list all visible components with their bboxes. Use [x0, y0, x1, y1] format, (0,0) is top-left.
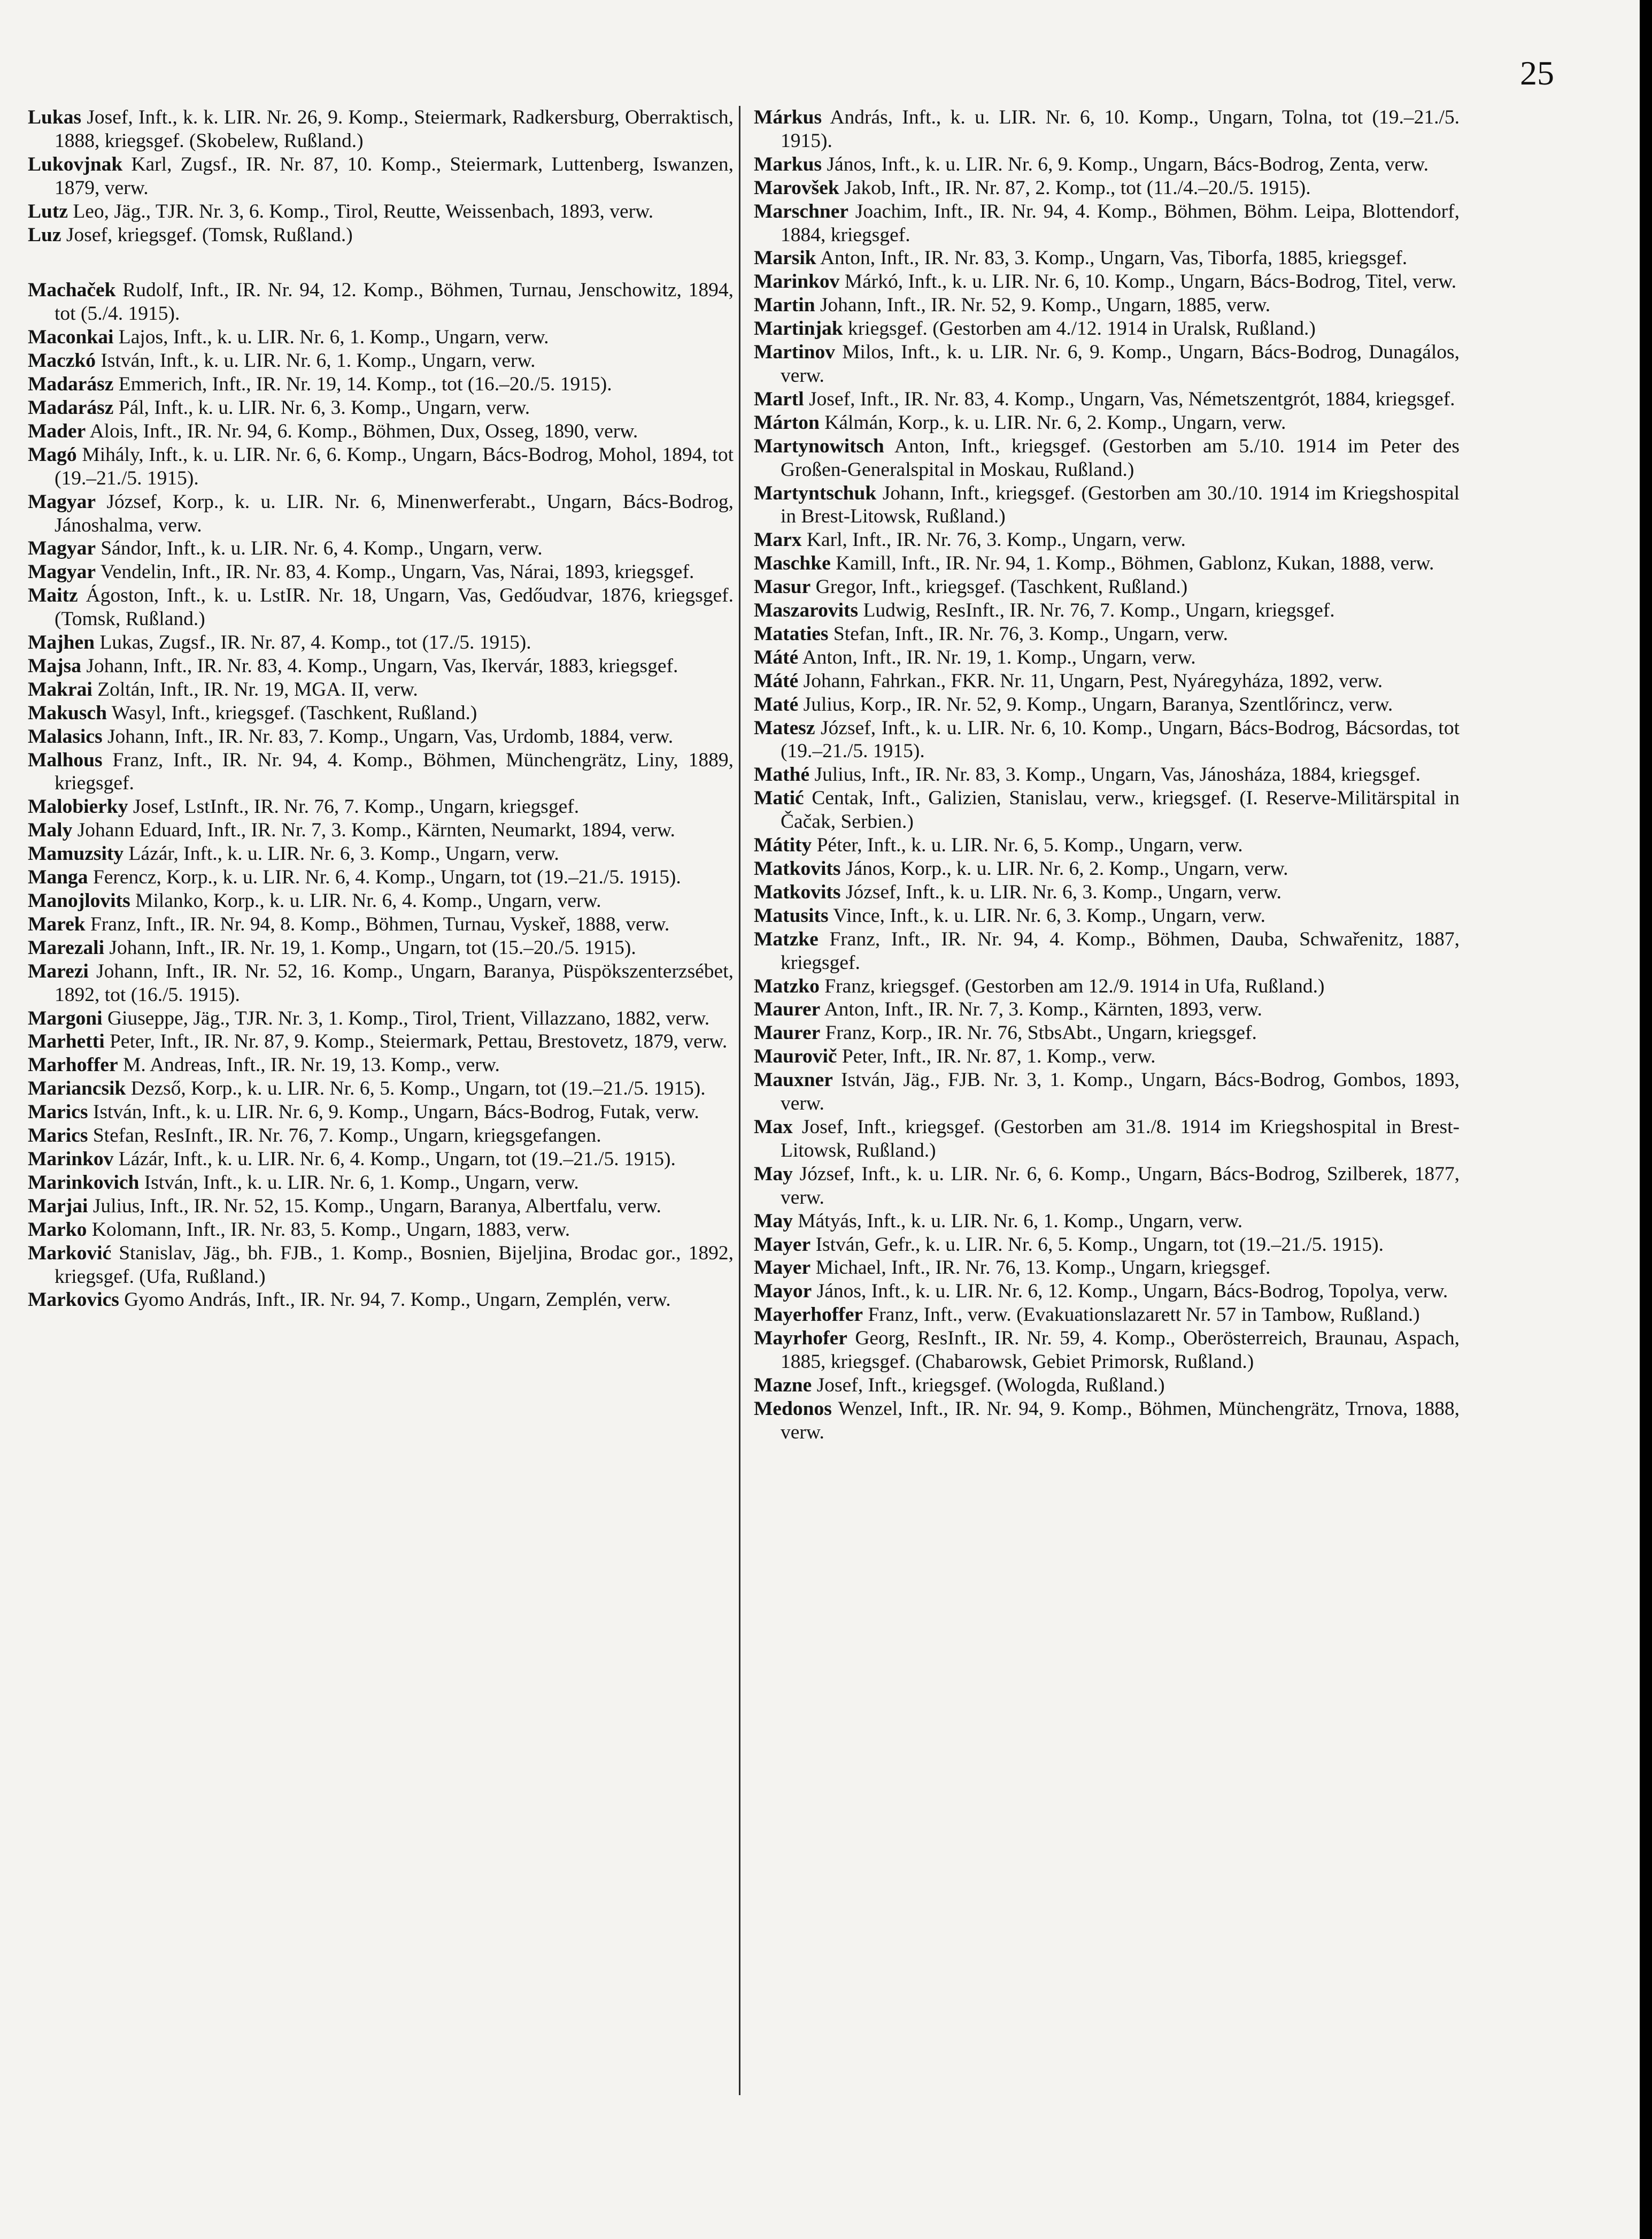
entry-surname: Marjai: [28, 1195, 88, 1217]
entry-details: Anton, Inft., IR. Nr. 19, 1. Komp., Ungarn, verw.: [798, 646, 1196, 668]
register-entry: [754, 1021, 1460, 1045]
entry-surname: Martynowitsch: [754, 435, 884, 457]
register-entry: [28, 279, 734, 326]
entry-surname: Matzko: [754, 975, 820, 997]
entry-details: Wenzel, Inft., IR. Nr. 94, 9. Komp., Böhmen, Münchengrätz, Trnova, 1888, verw.: [781, 1397, 1460, 1443]
register-entry: [754, 176, 1460, 200]
register-entry: [28, 795, 734, 819]
register-entry: [28, 560, 734, 584]
entry-details: Lajos, Inft., k. u. LIR. Nr. 6, 1. Komp., Ungarn, verw.: [113, 326, 549, 349]
register-entry: [28, 960, 734, 1007]
entry-details: Franz, Korp., IR. Nr. 76, StbsAbt., Ungarn, kriegsgef.: [820, 1022, 1257, 1044]
entry-surname: Márkus: [754, 106, 822, 128]
entry-details: István, Inft., k. u. LIR. Nr. 6, 9. Komp., Ungarn, Bács-Bodrog, Futak, verw.: [88, 1101, 699, 1124]
entry-details: Kolomann, Inft., IR. Nr. 83, 5. Komp., Ungarn, 1883, verw.: [87, 1218, 570, 1241]
register-entry: [754, 693, 1460, 717]
register-entry: [28, 349, 734, 373]
entry-surname: Maurovič: [754, 1045, 837, 1068]
entry-surname: Márton: [754, 411, 820, 434]
entry-surname: Majsa: [28, 655, 81, 677]
register-entry: [28, 1288, 734, 1312]
register-entry: [754, 881, 1460, 904]
entry-surname: Malhous: [28, 749, 103, 771]
register-entry: [754, 341, 1460, 388]
entry-details: Dezső, Korp., k. u. LIR. Nr. 6, 5. Komp., Ungarn, tot (19.–21./5. 1915).: [126, 1078, 706, 1100]
entry-surname: Marhoffer: [28, 1054, 118, 1076]
entry-surname: Marek: [28, 913, 86, 935]
entry-details: Lázár, Inft., k. u. LIR. Nr. 6, 4. Komp., Ungarn, tot (19.–21./5. 1915).: [113, 1148, 676, 1170]
entry-details: Karl, Inft., IR. Nr. 76, 3. Komp., Ungarn, verw.: [801, 529, 1186, 551]
entry-surname: Mayer: [754, 1257, 811, 1279]
register-entry: [754, 528, 1460, 552]
entry-details: Peter, Inft., IR. Nr. 87, 9. Komp., Steiermark, Pettau, Brestovetz, 1879, verw.: [104, 1030, 728, 1053]
entry-surname: Magyar: [28, 561, 96, 583]
entry-surname: Maurer: [754, 998, 821, 1021]
entry-surname: Mayor: [754, 1280, 812, 1303]
entry-details: József, Inft., k. u. LIR. Nr. 6, 6. Komp., Ungarn, Bács-Bodrog, Szilberek, 1877, verw.: [781, 1163, 1460, 1209]
entry-surname: Mathé: [754, 764, 810, 786]
entry-details: István, Jäg., FJB. Nr. 3, 1. Komp., Ungarn, Bács-Bodrog, Gombos, 1893, verw.: [781, 1069, 1460, 1115]
entry-surname: Marinkov: [28, 1148, 114, 1170]
entry-surname: Madarász: [28, 373, 114, 396]
left-column: [28, 106, 734, 1312]
entry-details: Márkó, Inft., k. u. LIR. Nr. 6, 10. Komp., Ungarn, Bács-Bodrog, Titel, verw.: [839, 271, 1457, 293]
register-entry: [28, 106, 734, 153]
register-entry: [28, 866, 734, 889]
entry-details: Johann, Inft., IR. Nr. 52, 9. Komp., Ungarn, 1885, verw.: [815, 294, 1271, 317]
letter-section-gap: [28, 247, 734, 279]
entry-surname: Malobierky: [28, 796, 128, 818]
entry-surname: Maconkai: [28, 326, 114, 349]
register-entry: [28, 584, 734, 631]
entry-surname: Magyar: [28, 490, 96, 513]
register-entry: [28, 396, 734, 420]
entry-details: József, Korp., k. u. LIR. Nr. 6, Minenwerferabt., Ungarn, Bács-Bodrog, Jánoshalma, verw.: [55, 490, 734, 536]
entry-details: Johann, Fahrkan., FKR. Nr. 11, Ungarn, Pest, Nyáregyháza, 1892, verw.: [798, 670, 1383, 692]
entry-details: Lukas, Zugsf., IR. Nr. 87, 4. Komp., tot (17./5. 1915).: [95, 632, 531, 654]
register-entry: [28, 1242, 734, 1289]
entry-surname: Makusch: [28, 702, 107, 724]
entry-surname: Magó: [28, 443, 77, 466]
entry-details: Gyomo András, Inft., IR. Nr. 94, 7. Komp., Ungarn, Zemplén, verw.: [119, 1289, 671, 1311]
entry-surname: Máté: [754, 646, 799, 668]
register-entry: [28, 1218, 734, 1242]
register-entry: [28, 443, 734, 490]
entry-surname: Martl: [754, 388, 804, 410]
entry-details: József, Inft., k. u. LIR. Nr. 6, 10. Komp., Ungarn, Bács-Bodrog, Bácsordas, tot (19.–21./5. 1915).: [781, 717, 1460, 763]
entry-details: Johann Eduard, Inft., IR. Nr. 7, 3. Komp., Kärnten, Neumarkt, 1894, verw.: [72, 819, 675, 842]
entry-surname: Marics: [28, 1125, 88, 1147]
entry-surname: Mamuzsity: [28, 843, 124, 865]
entry-surname: Marinkovich: [28, 1171, 140, 1194]
entry-details: Franz, Inft., IR. Nr. 94, 4. Komp., Böhmen, Dauba, Schwařenitz, 1887, kriegsgef.: [781, 928, 1460, 974]
entry-surname: Makrai: [28, 678, 92, 701]
entry-details: Peter, Inft., IR. Nr. 87, 1. Komp., verw.: [837, 1045, 1156, 1068]
entry-details: Ferencz, Korp., k. u. LIR. Nr. 6, 4. Komp., Ungarn, tot (19.–21./5. 1915).: [88, 866, 681, 889]
entry-details: Rudolf, Inft., IR. Nr. 94, 12. Komp., Böhmen, Turnau, Jenschowitz, 1894, tot (5./4. 1915).: [55, 279, 734, 325]
entry-surname: Masur: [754, 576, 811, 598]
entry-details: Giuseppe, Jäg., TJR. Nr. 3, 1. Komp., Tirol, Trient, Villazzano, 1882, verw.: [102, 1007, 710, 1029]
entry-surname: Martinov: [754, 341, 836, 364]
entry-surname: Marhetti: [28, 1030, 105, 1053]
entry-details: Emmerich, Inft., IR. Nr. 19, 14. Komp., tot (16.–20./5. 1915).: [113, 373, 612, 396]
entry-surname: Maczkó: [28, 350, 96, 372]
register-entry: [28, 1077, 734, 1101]
column-divider: [739, 106, 740, 2095]
register-entry: [754, 975, 1460, 998]
register-entry: [754, 435, 1460, 482]
register-entry: [754, 904, 1460, 928]
register-entry: [28, 200, 734, 224]
register-entry: [754, 1303, 1460, 1327]
register-entry: [754, 717, 1460, 764]
register-entry: [28, 1007, 734, 1030]
entry-details: Julius, Inft., IR. Nr. 83, 3. Komp., Ungarn, Vas, Jánosháza, 1884, kriegsgef.: [809, 764, 1421, 786]
entry-surname: Marschner: [754, 200, 849, 222]
register-entry: [28, 1171, 734, 1195]
entry-details: Julius, Inft., IR. Nr. 52, 15. Komp., Ungarn, Baranya, Albertfalu, verw.: [88, 1195, 661, 1217]
entry-details: Franz, Inft., verw. (Evakuationslazarett Nr. 57 in Tambow, Rußland.): [863, 1304, 1420, 1326]
entry-surname: Mayerhoffer: [754, 1304, 863, 1326]
entry-details: Milos, Inft., k. u. LIR. Nr. 6, 9. Komp., Ungarn, Bács-Bodrog, Dunagálos, verw.: [781, 341, 1460, 387]
entry-surname: Matić: [754, 787, 804, 810]
register-entry: [28, 1195, 734, 1218]
register-entry: [28, 490, 734, 537]
entry-surname: Marovšek: [754, 176, 839, 199]
entry-details: István, Inft., k. u. LIR. Nr. 6, 1. Komp., Ungarn, verw.: [96, 350, 536, 372]
entry-details: Josef, Inft., k. k. LIR. Nr. 26, 9. Komp., Steiermark, Radkersburg, Oberraktisch, 1888, kriegsgef. (Skobelew, Rußland.): [55, 106, 734, 152]
register-entry: [754, 787, 1460, 834]
entry-details: Kálmán, Korp., k. u. LIR. Nr. 6, 2. Komp., Ungarn, verw.: [819, 411, 1286, 434]
entry-surname: Marko: [28, 1218, 87, 1241]
entry-surname: Markovics: [28, 1289, 119, 1311]
entry-surname: Matkovits: [754, 881, 841, 903]
entry-surname: Mariancsik: [28, 1078, 126, 1100]
entry-details: Milanko, Korp., k. u. LIR. Nr. 6, 4. Komp., Ungarn, verw.: [130, 890, 601, 912]
entry-surname: Manga: [28, 866, 88, 889]
entry-details: Josef, LstInft., IR. Nr. 76, 7. Komp., Ungarn, kriegsgef.: [128, 796, 580, 818]
entry-surname: Malasics: [28, 725, 103, 748]
entry-details: Johann, Inft., IR. Nr. 83, 7. Komp., Ungarn, Vas, Urdomb, 1884, verw.: [102, 725, 674, 748]
entry-surname: Lukovjnak: [28, 153, 123, 175]
register-entry: [754, 928, 1460, 975]
register-entry: [754, 1280, 1460, 1303]
entry-surname: Mazne: [754, 1374, 812, 1396]
entry-details: Gregor, Inft., kriegsgef. (Taschkent, Rußland.): [810, 576, 1188, 598]
entry-surname: Madarász: [28, 396, 114, 419]
entry-details: Vince, Inft., k. u. LIR. Nr. 6, 3. Komp., Ungarn, verw.: [828, 904, 1265, 927]
entry-surname: Maly: [28, 819, 73, 842]
register-entry: [28, 373, 734, 396]
entry-surname: Matkovits: [754, 858, 841, 880]
register-entry: [28, 1148, 734, 1171]
entry-details: M. Andreas, Inft., IR. Nr. 19, 13. Komp., verw.: [118, 1054, 500, 1076]
entry-details: Franz, kriegsgef. (Gestorben am 12./9. 1914 in Ufa, Rußland.): [819, 975, 1325, 997]
register-entry: [28, 153, 734, 200]
register-entry: [754, 1115, 1460, 1163]
entry-surname: Lutz: [28, 200, 68, 222]
register-entry: [754, 1068, 1460, 1115]
entry-details: Mihály, Inft., k. u. LIR. Nr. 6, 6. Komp., Ungarn, Bács-Bodrog, Mohol, 1894, tot (19.–21./5. 1915).: [55, 443, 734, 489]
entry-details: Sándor, Inft., k. u. LIR. Nr. 6, 4. Komp., Ungarn, verw.: [96, 537, 543, 560]
entry-details: Stanislav, Jäg., bh. FJB., 1. Komp., Bosnien, Bijeljina, Brodac gor., 1892, kriegsgef. (Ufa, Rußland.): [55, 1242, 734, 1288]
entry-surname: Matusits: [754, 904, 829, 927]
entry-details: kriegsgef. (Gestorben am 4./12. 1914 in Uralsk, Rußland.): [843, 318, 1316, 340]
entry-details: Leo, Jäg., TJR. Nr. 3, 6. Komp., Tirol, Reutte, Weissenbach, 1893, verw.: [68, 200, 654, 222]
register-entry: [28, 655, 734, 678]
register-entry: [28, 1124, 734, 1148]
entry-surname: Maté: [754, 693, 799, 715]
entry-details: Franz, Inft., IR. Nr. 94, 8. Komp., Böhmen, Turnau, Vyskeř, 1888, verw.: [85, 913, 670, 935]
register-entry: [28, 1030, 734, 1053]
entry-surname: Majhen: [28, 632, 95, 654]
register-entry: [754, 1397, 1460, 1444]
entry-details: Johann, Inft., IR. Nr. 83, 4. Komp., Ungarn, Vas, Ikervár, 1883, kriegsgef.: [81, 655, 678, 677]
register-entry: [28, 1101, 734, 1124]
entry-details: János, Inft., k. u. LIR. Nr. 6, 9. Komp., Ungarn, Bács-Bodrog, Zenta, verw.: [822, 153, 1429, 175]
entry-surname: Mader: [28, 420, 86, 442]
register-entry: [28, 725, 734, 749]
entry-details: Anton, Inft., IR. Nr. 7, 3. Komp., Kärnten, 1893, verw.: [820, 998, 1262, 1021]
register-entry: [28, 631, 734, 655]
entry-surname: Maurer: [754, 1022, 821, 1044]
entry-surname: Manojlovits: [28, 890, 130, 912]
register-entry: [28, 537, 734, 560]
entry-details: Johann, Inft., IR. Nr. 52, 16. Komp., Ungarn, Baranya, Püspökszenterzsébet, 1892, tot (16./5. 1915).: [55, 960, 734, 1006]
entry-surname: Mayer: [754, 1233, 811, 1256]
register-entry: [28, 420, 734, 443]
entry-surname: Marković: [28, 1242, 112, 1264]
entry-details: Péter, Inft., k. u. LIR. Nr. 6, 5. Komp., Ungarn, verw.: [812, 834, 1243, 857]
register-entry: [754, 763, 1460, 787]
entry-surname: Marx: [754, 529, 802, 551]
entry-details: Joachim, Inft., IR. Nr. 94, 4. Komp., Böhmen, Böhm. Leipa, Blottendorf, 1884, kriegsgef.: [781, 200, 1460, 246]
register-entry: [754, 1210, 1460, 1233]
entry-surname: Magyar: [28, 537, 96, 560]
entry-surname: Mataties: [754, 622, 829, 645]
entry-details: Pál, Inft., k. u. LIR. Nr. 6, 3. Komp., Ungarn, verw.: [113, 396, 530, 419]
entry-surname: Marics: [28, 1101, 88, 1124]
entry-details: Karl, Zugsf., IR. Nr. 87, 10. Komp., Steiermark, Luttenberg, Iswanzen, 1879, verw.: [55, 153, 734, 199]
entry-details: Stefan, Inft., IR. Nr. 76, 3. Komp., Ungarn, verw.: [828, 622, 1228, 645]
entry-details: Anton, Inft., IR. Nr. 83, 3. Komp., Ungarn, Vas, Tiborfa, 1885, kriegsgef.: [816, 247, 1408, 270]
register-entry: [754, 411, 1460, 435]
entry-surname: May: [754, 1210, 793, 1232]
entry-details: Vendelin, Inft., IR. Nr. 83, 4. Komp., Ungarn, Vas, Nárai, 1893, kriegsgef.: [96, 561, 694, 583]
entry-details: József, Inft., k. u. LIR. Nr. 6, 3. Komp., Ungarn, verw.: [840, 881, 1282, 903]
register-entry: [754, 575, 1460, 599]
entry-details: Centak, Inft., Galizien, Stanislau, verw., kriegsgef. (I. Reserve-Militärspital in Čačak, Serbien.): [781, 787, 1460, 833]
entry-surname: Maszarovits: [754, 599, 859, 622]
entry-details: Ágoston, Inft., k. u. LstIR. Nr. 18, Ungarn, Vas, Gedőudvar, 1876, kriegsgef. (Tomsk, Rußland.): [55, 584, 734, 630]
register-entry: [28, 842, 734, 866]
entry-surname: Matesz: [754, 717, 815, 739]
register-entry: [754, 270, 1460, 294]
entry-surname: Martyntschuk: [754, 482, 877, 504]
entry-surname: Lukas: [28, 106, 82, 128]
entry-surname: Marezi: [28, 960, 89, 982]
entry-surname: Markus: [754, 153, 822, 175]
entry-details: Josef, Inft., kriegsgef. (Gestorben am 31./8. 1914 im Kriegshospital in Brest-Litowsk, Rußland.): [781, 1115, 1460, 1161]
register-entry: [754, 1374, 1460, 1397]
register-entry: [28, 678, 734, 702]
entry-surname: Maitz: [28, 584, 78, 607]
register-entry: [28, 889, 734, 913]
entry-details: Johann, Inft., IR. Nr. 19, 1. Komp., Ungarn, tot (15.–20./5. 1915).: [104, 936, 636, 959]
entry-surname: Margoni: [28, 1007, 103, 1029]
register-entry: [754, 1045, 1460, 1068]
register-entry: [754, 1233, 1460, 1257]
entry-details: Alois, Inft., IR. Nr. 94, 6. Komp., Böhmen, Dux, Osseg, 1890, verw.: [86, 420, 638, 442]
entry-surname: Martinjak: [754, 318, 843, 340]
entry-surname: Marsik: [754, 247, 816, 270]
entry-surname: Mayrhofer: [754, 1327, 847, 1350]
register-entry: [28, 702, 734, 725]
register-entry: [754, 153, 1460, 176]
entry-surname: May: [754, 1163, 793, 1185]
register-entry: [754, 1256, 1460, 1280]
entry-details: István, Inft., k. u. LIR. Nr. 6, 1. Komp., Ungarn, verw.: [139, 1171, 579, 1194]
entry-details: István, Gefr., k. u. LIR. Nr. 6, 5. Komp., Ungarn, tot (19.–21./5. 1915).: [810, 1233, 1384, 1256]
entry-surname: Mátity: [754, 834, 812, 857]
entry-surname: Máté: [754, 670, 799, 692]
entry-surname: Marinkov: [754, 271, 840, 293]
register-entry: [28, 326, 734, 349]
register-entry: [754, 998, 1460, 1021]
entry-details: Johann, Inft., kriegsgef. (Gestorben am 30./10. 1914 im Kriegshospital in Brest-Litowsk, Rußland.): [781, 482, 1460, 528]
entry-details: Kamill, Inft., IR. Nr. 94, 1. Komp., Böhmen, Gablonz, Kukan, 1888, verw.: [830, 552, 1434, 575]
register-entry: [754, 247, 1460, 270]
entry-details: Wasyl, Inft., kriegsgef. (Taschkent, Rußland.): [106, 702, 477, 724]
entry-surname: Matzke: [754, 928, 819, 950]
entry-details: Josef, Inft., kriegsgef. (Wologda, Rußland.): [812, 1374, 1165, 1396]
entry-details: Michael, Inft., IR. Nr. 76, 13. Komp., Ungarn, kriegsgef.: [810, 1257, 1271, 1279]
entry-details: Franz, Inft., IR. Nr. 94, 4. Komp., Böhmen, Münchengrätz, Liny, 1889, kriegsgef.: [55, 749, 734, 795]
register-entry: [754, 552, 1460, 575]
page-number: 25: [1520, 54, 1554, 92]
register-entry: [28, 224, 734, 247]
register-entry: [754, 599, 1460, 622]
register-entry: [28, 936, 734, 960]
register-entry: [754, 834, 1460, 857]
register-entry: [754, 106, 1460, 153]
entry-details: András, Inft., k. u. LIR. Nr. 6, 10. Komp., Ungarn, Tolna, tot (19.–21./5. 1915).: [781, 106, 1460, 152]
register-entry: [754, 1163, 1460, 1210]
register-entry: [28, 913, 734, 936]
register-entry: [754, 670, 1460, 693]
entry-details: Josef, kriegsgef. (Tomsk, Rußland.): [61, 224, 353, 246]
register-entry: [754, 646, 1460, 670]
register-entry: [754, 200, 1460, 247]
register-entry: [754, 857, 1460, 881]
entry-details: János, Inft., k. u. LIR. Nr. 6, 12. Komp., Ungarn, Bács-Bodrog, Topolya, verw.: [812, 1280, 1448, 1303]
entry-details: Zoltán, Inft., IR. Nr. 19, MGA. II, verw.: [92, 678, 418, 701]
entry-details: Julius, Korp., IR. Nr. 52, 9. Komp., Ungarn, Baranya, Szentlőrincz, verw.: [798, 693, 1393, 715]
right-column: [754, 106, 1460, 1444]
entry-details: Georg, ResInft., IR. Nr. 59, 4. Komp., Oberösterreich, Braunau, Aspach, 1885, kriegsgef. (Chabarowsk, Gebiet Primorsk, Rußland.): [781, 1327, 1460, 1373]
register-entry: [754, 388, 1460, 411]
entry-details: Stefan, ResInft., IR. Nr. 76, 7. Komp., Ungarn, kriegsgefangen.: [88, 1125, 601, 1147]
register-entry: [28, 749, 734, 796]
entry-surname: Maschke: [754, 552, 831, 575]
register-entry: [754, 1327, 1460, 1374]
entry-details: Ludwig, ResInft., IR. Nr. 76, 7. Komp., Ungarn, kriegsgef.: [858, 599, 1335, 622]
register-entry: [754, 294, 1460, 317]
entry-details: Josef, Inft., IR. Nr. 83, 4. Komp., Ungarn, Vas, Németszentgrót, 1884, kriegsgef.: [804, 388, 1455, 410]
entry-surname: Max: [754, 1115, 793, 1138]
register-entry: [754, 482, 1460, 529]
entry-details: Mátyás, Inft., k. u. LIR. Nr. 6, 1. Komp., Ungarn, verw.: [792, 1210, 1243, 1232]
register-entry: [754, 317, 1460, 341]
entry-surname: Medonos: [754, 1397, 832, 1420]
entry-details: Anton, Inft., kriegsgef. (Gestorben am 5./10. 1914 im Peter des Großen-Generalspital in Moskau, Rußland.): [781, 435, 1460, 481]
entry-details: Jakob, Inft., IR. Nr. 87, 2. Komp., tot (11./4.–20./5. 1915).: [839, 176, 1311, 199]
entry-surname: Machaček: [28, 279, 116, 302]
entry-surname: Luz: [28, 224, 61, 246]
register-entry: [28, 1053, 734, 1077]
register-entry: [754, 622, 1460, 646]
entry-details: Lázár, Inft., k. u. LIR. Nr. 6, 3. Komp., Ungarn, verw.: [123, 843, 559, 865]
entry-surname: Martin: [754, 294, 815, 317]
register-entry: [28, 819, 734, 842]
entry-details: János, Korp., k. u. LIR. Nr. 6, 2. Komp., Ungarn, verw.: [840, 858, 1288, 880]
entry-surname: Mauxner: [754, 1069, 833, 1091]
entry-surname: Marezali: [28, 936, 104, 959]
